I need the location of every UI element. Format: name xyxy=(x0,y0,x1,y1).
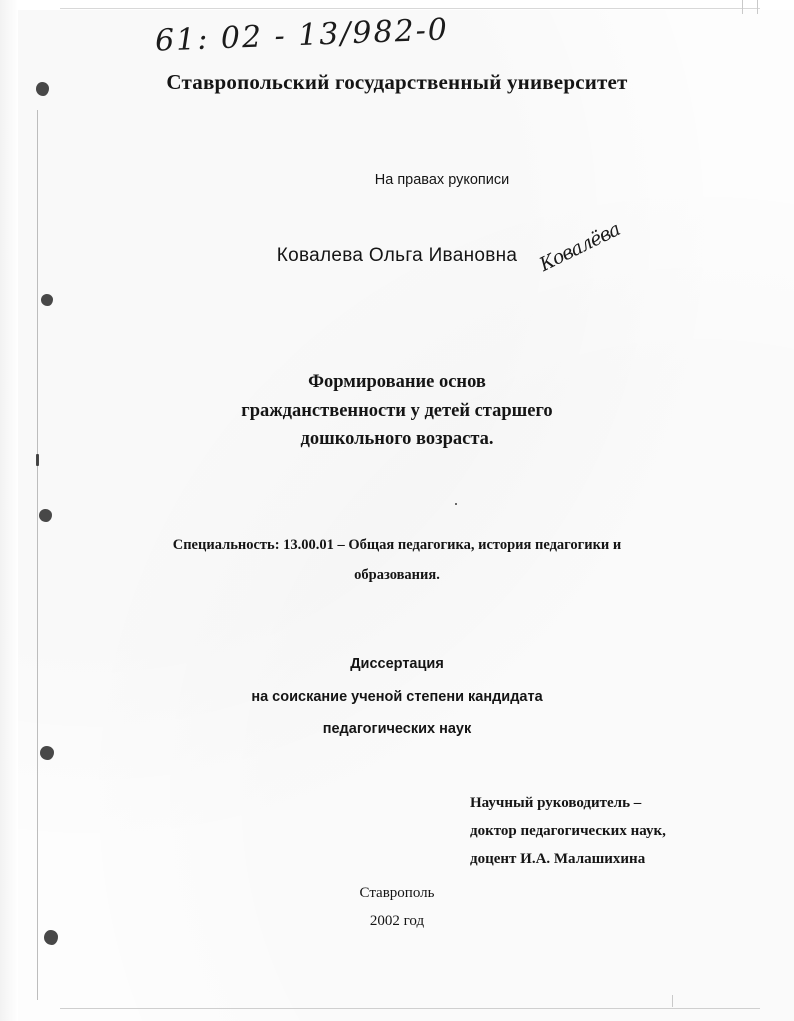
specialty-code xyxy=(0,530,794,591)
imprint-block xyxy=(0,880,794,936)
title-line: Формирование основ xyxy=(308,372,486,392)
supervisor-line: доцент И.А. Малашихина xyxy=(470,850,646,867)
degree-line: Диссертация xyxy=(350,656,444,672)
degree-statement xyxy=(0,648,794,746)
imprint-year: 2002 год xyxy=(369,912,425,929)
rights-note: На правах рукописи xyxy=(374,172,510,188)
university-name: Ставропольский государственный университет xyxy=(166,70,628,94)
catalog-number-handwritten: 61: 02 - 13/982-0 xyxy=(154,12,450,59)
specialty-line: образования. xyxy=(354,567,440,584)
supervisor-line: доктор педагогических наук, xyxy=(470,822,666,839)
ink-dot xyxy=(455,503,457,505)
specialty-line: Специальность: 13.00.01 – Общая педагогика, история педагогики и xyxy=(172,537,622,553)
supervisor-line: Научный руководитель – xyxy=(470,795,642,811)
signature-handwritten: Ковалёва xyxy=(536,218,624,276)
author-name: Ковалева Ольга Ивановна xyxy=(276,245,518,266)
title-line: гражданственности у детей старшего xyxy=(241,400,553,421)
degree-line: педагогических наук xyxy=(322,721,472,738)
title-line: дошкольного возраста. xyxy=(300,429,494,450)
dissertation-title xyxy=(0,368,794,454)
imprint-city: Ставрополь xyxy=(359,885,435,901)
degree-line: на соискание ученой степени кандидата xyxy=(251,688,543,705)
supervisor-block xyxy=(470,790,666,873)
